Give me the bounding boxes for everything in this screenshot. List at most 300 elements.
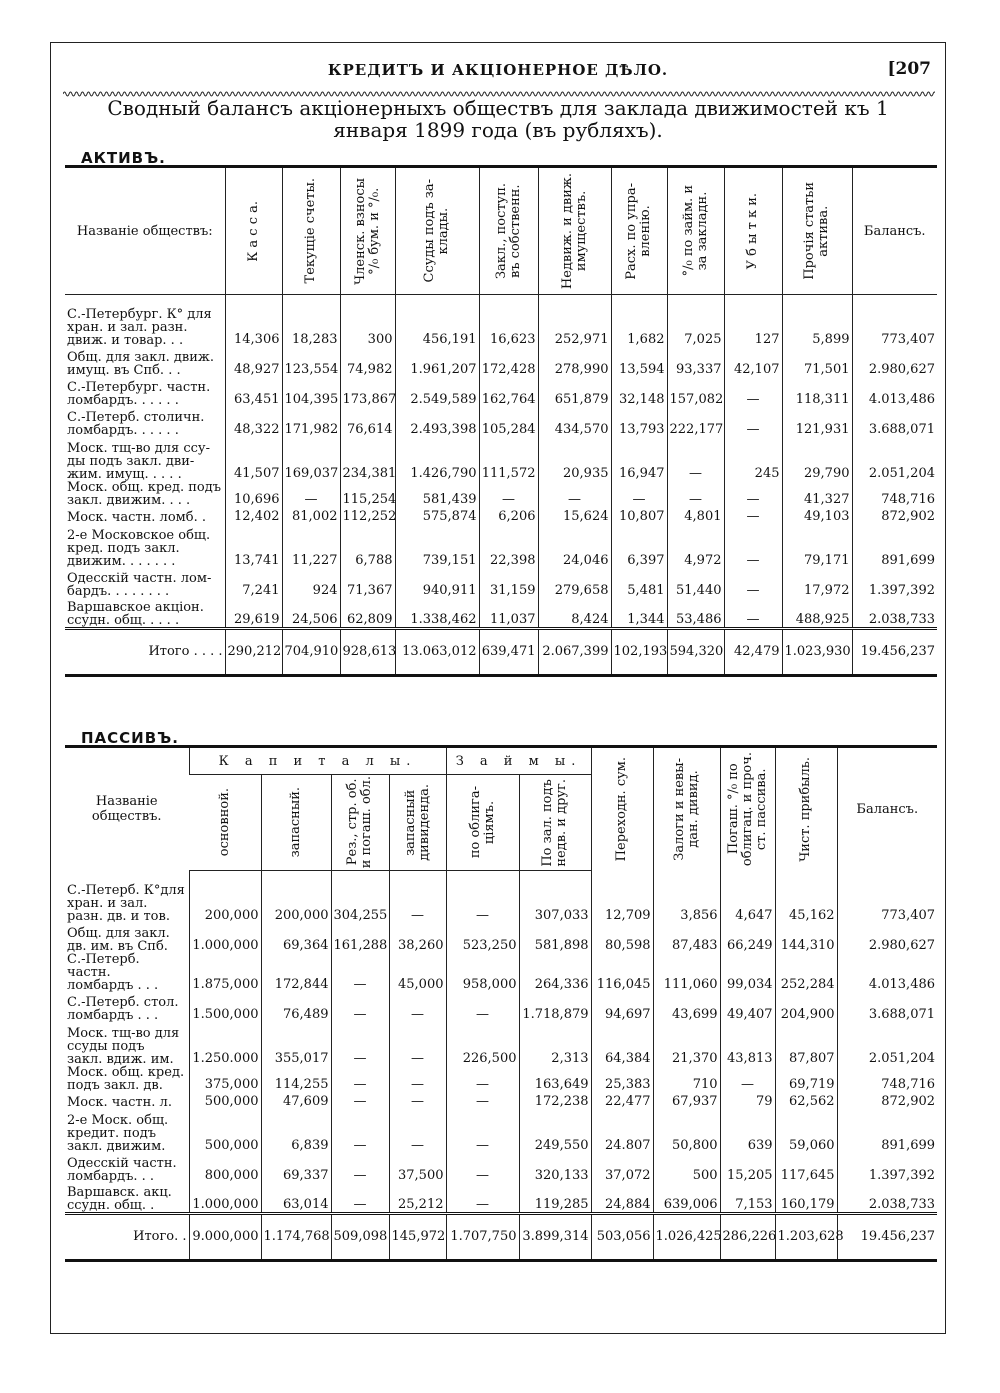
value-cell: 4.013,486 <box>852 377 937 407</box>
value-cell: 2.980,627 <box>837 923 937 953</box>
value-cell: 50,800 <box>653 1109 720 1153</box>
value-cell: — <box>389 1022 446 1066</box>
value-cell: 252,971 <box>538 303 611 347</box>
value-cell: 200,000 <box>261 879 331 923</box>
value-cell: — <box>446 879 519 923</box>
value-cell: — <box>389 1109 446 1153</box>
value-cell: — <box>331 1066 389 1092</box>
value-cell: 872,902 <box>837 1092 937 1109</box>
aktiv-table-row <box>65 377 937 407</box>
aktiv-col-header: Текущіе счеты. <box>282 167 340 295</box>
passiv-table <box>65 745 937 1262</box>
total-value-cell: 639,471 <box>479 628 538 675</box>
value-cell: 456,191 <box>395 303 479 347</box>
value-cell: 104,395 <box>282 377 340 407</box>
society-name: С.-Петерб. столичн. ломбардъ. . . . . . <box>67 410 205 438</box>
value-cell: 20,935 <box>538 437 611 481</box>
value-cell: — <box>724 507 782 524</box>
society-name: Варшавское акціон. ссудн. общ. . . . . <box>67 599 204 628</box>
passiv-table-row <box>65 1183 937 1213</box>
value-cell: 6,206 <box>479 507 538 524</box>
value-cell: 63,014 <box>261 1183 331 1213</box>
value-cell: 13,793 <box>611 407 667 437</box>
total-value-cell: 594,320 <box>667 628 724 675</box>
value-cell: 6,788 <box>340 524 395 568</box>
value-cell: 773,407 <box>852 303 937 347</box>
total-label: Итого. . <box>65 1213 189 1260</box>
value-cell: 6,397 <box>611 524 667 568</box>
aktiv-table-row <box>65 347 937 377</box>
total-value-cell: 1.026,425 <box>653 1213 720 1260</box>
total-value-cell: 1.707,750 <box>446 1213 519 1260</box>
value-cell: 81,002 <box>282 507 340 524</box>
value-cell: 304,255 <box>331 879 389 923</box>
value-cell: 80,598 <box>591 923 653 953</box>
value-cell: 63,451 <box>225 377 282 407</box>
value-cell: — <box>724 407 782 437</box>
value-cell: 1,344 <box>611 598 667 628</box>
value-cell: 279,658 <box>538 568 611 598</box>
value-cell: 24,046 <box>538 524 611 568</box>
total-value-cell: 9.000,000 <box>189 1213 261 1260</box>
value-cell: 710 <box>653 1066 720 1092</box>
value-cell: 581,439 <box>395 481 479 507</box>
value-cell: — <box>724 524 782 568</box>
value-cell: 3.688,071 <box>852 407 937 437</box>
value-cell: — <box>479 481 538 507</box>
value-cell: 172,238 <box>519 1092 591 1109</box>
passiv-col-header: основной. <box>189 775 261 871</box>
value-cell: 121,931 <box>782 407 852 437</box>
value-cell: — <box>667 481 724 507</box>
value-cell: 13,741 <box>225 524 282 568</box>
value-cell: 172,428 <box>479 347 538 377</box>
passiv-col-header: Погаш. °/₀ по облигац. и проч. ст. пассива. <box>720 747 775 871</box>
passiv-col-header: запасный. <box>261 775 331 871</box>
aktiv-header-row <box>65 167 937 295</box>
value-cell: 1.961,207 <box>395 347 479 377</box>
value-cell: 45,000 <box>389 953 446 992</box>
value-cell: 69,337 <box>261 1153 331 1183</box>
value-cell: 2.051,204 <box>837 1022 937 1066</box>
passiv-label: ПАССИВЪ. <box>81 729 179 747</box>
value-cell: 43,813 <box>720 1022 775 1066</box>
value-cell: 2.980,627 <box>852 347 937 377</box>
value-cell: 11,227 <box>282 524 340 568</box>
value-cell: 37,072 <box>591 1153 653 1183</box>
value-cell: 15,624 <box>538 507 611 524</box>
value-cell: 53,486 <box>667 598 724 628</box>
society-name: С.-Петерб. стол. ломбардъ . . . <box>67 995 179 1023</box>
value-cell: 11,037 <box>479 598 538 628</box>
value-cell: 114,255 <box>261 1066 331 1092</box>
society-name: Моск. тщ-во для ссу- ды подъ закл. дви- жим. имущ. . . . . <box>67 441 210 482</box>
page-frame <box>50 42 946 1334</box>
aktiv-col-header: К а с с а. <box>225 167 282 295</box>
value-cell: 62,809 <box>340 598 395 628</box>
value-cell: 24,506 <box>282 598 340 628</box>
value-cell: 99,034 <box>720 953 775 992</box>
value-cell: 500 <box>653 1153 720 1183</box>
value-cell: 226,500 <box>446 1022 519 1066</box>
value-cell: 1.000,000 <box>189 923 261 953</box>
aktiv-total-row <box>65 628 937 675</box>
value-cell: — <box>389 879 446 923</box>
total-value-cell: 19.456,237 <box>852 628 937 675</box>
total-value-cell: 102,193 <box>611 628 667 675</box>
value-cell: — <box>538 481 611 507</box>
value-cell: 49,103 <box>782 507 852 524</box>
value-cell: 173,867 <box>340 377 395 407</box>
value-cell: 144,310 <box>775 923 837 953</box>
total-value-cell: 286,226 <box>720 1213 775 1260</box>
total-value-cell: 704,910 <box>282 628 340 675</box>
capitals-group-header: К а п и т а л ы. <box>189 747 446 775</box>
value-cell: 1.718,879 <box>519 992 591 1022</box>
value-cell: 127 <box>724 303 782 347</box>
value-cell: 355,017 <box>261 1022 331 1066</box>
value-cell: 25,212 <box>389 1183 446 1213</box>
value-cell: 245 <box>724 437 782 481</box>
aktiv-table-row <box>65 481 937 507</box>
value-cell: 115,254 <box>340 481 395 507</box>
value-cell: — <box>720 1066 775 1092</box>
total-value-cell: 928,613 <box>340 628 395 675</box>
value-cell: — <box>724 481 782 507</box>
aktiv-col-header: Закл., поступ. въ собственн. <box>479 167 538 295</box>
value-cell: 69,719 <box>775 1066 837 1092</box>
value-cell: 160,179 <box>775 1183 837 1213</box>
society-name: Общ. для закл. дв. им. въ Спб. <box>67 926 170 954</box>
value-cell: 14,306 <box>225 303 282 347</box>
value-cell: 639,006 <box>653 1183 720 1213</box>
aktiv-col-header: Расх. по упра- вленію. <box>611 167 667 295</box>
value-cell: 500,000 <box>189 1109 261 1153</box>
value-cell: 10,807 <box>611 507 667 524</box>
value-cell: 62,562 <box>775 1092 837 1109</box>
value-cell: 111,572 <box>479 437 538 481</box>
value-cell: 74,982 <box>340 347 395 377</box>
value-cell: 29,790 <box>782 437 852 481</box>
passiv-table-row <box>65 879 937 923</box>
passiv-table-row <box>65 923 937 953</box>
aktiv-table-row <box>65 524 937 568</box>
aktiv-table-row <box>65 507 937 524</box>
aktiv-col-header: Членск. взносы °/₀ бум. и °/₀. <box>340 167 395 295</box>
value-cell: 22,398 <box>479 524 538 568</box>
society-name: Моск. тщ-во для ссуды подъ закл. вдиж. им. <box>67 1026 180 1067</box>
value-cell: — <box>331 992 389 1022</box>
value-cell: — <box>724 377 782 407</box>
value-cell: 172,844 <box>261 953 331 992</box>
society-name: Моск. частн. ломб. . <box>67 510 206 525</box>
passiv-total-row <box>65 1213 937 1260</box>
total-value-cell: 3.899,314 <box>519 1213 591 1260</box>
total-value-cell: 2.067,399 <box>538 628 611 675</box>
value-cell: 8,424 <box>538 598 611 628</box>
value-cell: 32,148 <box>611 377 667 407</box>
society-name: 2-е Моск. общ. кредит. подъ закл. движим. <box>67 1113 169 1154</box>
passiv-col-header: Переходн. сум. <box>591 747 653 871</box>
value-cell: — <box>331 1109 389 1153</box>
total-label: Итого . . . . <box>65 628 225 675</box>
value-cell: 500,000 <box>189 1092 261 1109</box>
value-cell: — <box>331 1092 389 1109</box>
value-cell: 7,153 <box>720 1183 775 1213</box>
passiv-balance-header: Балансъ. <box>837 747 937 871</box>
aktiv-table-row <box>65 568 937 598</box>
passiv-col-header: Чист. прибыль. <box>775 747 837 871</box>
society-name: 2-е Московское общ. кред. подъ закл. движим. . . . . . . <box>67 528 211 569</box>
value-cell: — <box>724 568 782 598</box>
value-cell: — <box>389 1066 446 1092</box>
society-name: С.-Петерб. частн. ломбардъ . . . <box>67 952 159 993</box>
value-cell: — <box>331 1022 389 1066</box>
value-cell: 891,699 <box>837 1109 937 1153</box>
passiv-table-row <box>65 1092 937 1109</box>
total-value-cell: 145,972 <box>389 1213 446 1260</box>
value-cell: 1.397,392 <box>837 1153 937 1183</box>
value-cell: 169,037 <box>282 437 340 481</box>
value-cell: 924 <box>282 568 340 598</box>
value-cell: 488,925 <box>782 598 852 628</box>
value-cell: 16,623 <box>479 303 538 347</box>
total-value-cell: 19.456,237 <box>837 1213 937 1260</box>
value-cell: 1.875,000 <box>189 953 261 992</box>
value-cell: 234,381 <box>340 437 395 481</box>
passiv-table-row <box>65 1022 937 1066</box>
passiv-table-row <box>65 1109 937 1153</box>
total-value-cell: 509,098 <box>331 1213 389 1260</box>
passiv-table-row <box>65 992 937 1022</box>
value-cell: 581,898 <box>519 923 591 953</box>
value-cell: 891,699 <box>852 524 937 568</box>
value-cell: — <box>446 1153 519 1183</box>
value-cell: 1.500,000 <box>189 992 261 1022</box>
value-cell: 278,990 <box>538 347 611 377</box>
value-cell: 79,171 <box>782 524 852 568</box>
running-title: КРЕДИТЪ И АКЦІОНЕРНОЕ ДѢЛО. <box>327 61 669 79</box>
aktiv-spacer-row <box>65 295 937 304</box>
society-name: Моск. общ. кред. подъ закл. дв. <box>67 1065 185 1093</box>
passiv-col-header: по облига- ціямъ. <box>446 775 519 871</box>
society-name: Моск. частн. л. <box>67 1095 172 1110</box>
value-cell: 651,879 <box>538 377 611 407</box>
value-cell: 87,483 <box>653 923 720 953</box>
value-cell: 17,972 <box>782 568 852 598</box>
aktiv-table-row <box>65 598 937 628</box>
value-cell: 18,283 <box>282 303 340 347</box>
value-cell: 48,927 <box>225 347 282 377</box>
value-cell: 204,900 <box>775 992 837 1022</box>
value-cell: 1.338,462 <box>395 598 479 628</box>
value-cell: 575,874 <box>395 507 479 524</box>
aktiv-table-row <box>65 407 937 437</box>
value-cell: 51,440 <box>667 568 724 598</box>
value-cell: 47,609 <box>261 1092 331 1109</box>
value-cell: 2.038,733 <box>837 1183 937 1213</box>
value-cell: 1.250.000 <box>189 1022 261 1066</box>
value-cell: 171,982 <box>282 407 340 437</box>
value-cell: 94,697 <box>591 992 653 1022</box>
aktiv-col-header: У б ы т к и. <box>724 167 782 295</box>
value-cell: 66,249 <box>720 923 775 953</box>
value-cell: 42,107 <box>724 347 782 377</box>
value-cell: 434,570 <box>538 407 611 437</box>
aktiv-balance-header: Балансъ. <box>852 167 937 295</box>
value-cell: 59,060 <box>775 1109 837 1153</box>
society-name: С.-Петербург. К° для хран. и зал. разн. движ. и товар. . . <box>67 307 212 348</box>
passiv-spacer-row <box>65 871 937 880</box>
value-cell: 3,856 <box>653 879 720 923</box>
value-cell: 41,327 <box>782 481 852 507</box>
value-cell: 43,699 <box>653 992 720 1022</box>
value-cell: 71,501 <box>782 347 852 377</box>
value-cell: 375,000 <box>189 1066 261 1092</box>
society-name: Моск. общ. кред. подъ закл. движим. . . . <box>67 480 221 508</box>
value-cell: 872,902 <box>852 507 937 524</box>
value-cell: 117,645 <box>775 1153 837 1183</box>
value-cell: 161,288 <box>331 923 389 953</box>
aktiv-name-header: Названіе обществъ: <box>65 167 225 295</box>
total-value-cell: 1.023,930 <box>782 628 852 675</box>
value-cell: 748,716 <box>837 1066 937 1092</box>
value-cell: 4,647 <box>720 879 775 923</box>
value-cell: — <box>446 1109 519 1153</box>
value-cell: 15,205 <box>720 1153 775 1183</box>
value-cell: 79 <box>720 1092 775 1109</box>
value-cell: 45,162 <box>775 879 837 923</box>
value-cell: 29,619 <box>225 598 282 628</box>
value-cell: — <box>667 437 724 481</box>
value-cell: 31,159 <box>479 568 538 598</box>
value-cell: — <box>724 598 782 628</box>
value-cell: — <box>331 1183 389 1213</box>
value-cell: 71,367 <box>340 568 395 598</box>
value-cell: 4,801 <box>667 507 724 524</box>
value-cell: 4.013,486 <box>837 953 937 992</box>
value-cell: 307,033 <box>519 879 591 923</box>
value-cell: 38,260 <box>389 923 446 953</box>
value-cell: 25,383 <box>591 1066 653 1092</box>
value-cell: 116,045 <box>591 953 653 992</box>
society-name: С.-Петербург. частн. ломбардъ. . . . . . <box>67 380 211 408</box>
value-cell: 24,884 <box>591 1183 653 1213</box>
value-cell: 773,407 <box>837 879 937 923</box>
value-cell: — <box>611 481 667 507</box>
value-cell: — <box>389 1092 446 1109</box>
value-cell: 162,764 <box>479 377 538 407</box>
value-cell: 112,252 <box>340 507 395 524</box>
value-cell: 7,241 <box>225 568 282 598</box>
society-name: Варшавск. акц. ссудн. общ. . <box>67 1184 172 1213</box>
passiv-table-row <box>65 1153 937 1183</box>
aktiv-label: АКТИВЪ. <box>81 149 166 167</box>
value-cell: 748,716 <box>852 481 937 507</box>
value-cell: — <box>446 1183 519 1213</box>
value-cell: 1.000,000 <box>189 1183 261 1213</box>
value-cell: 69,364 <box>261 923 331 953</box>
value-cell: 76,489 <box>261 992 331 1022</box>
value-cell: 958,000 <box>446 953 519 992</box>
value-cell: 105,284 <box>479 407 538 437</box>
total-value-cell: 1.174,768 <box>261 1213 331 1260</box>
value-cell: 111,060 <box>653 953 720 992</box>
value-cell: 7,025 <box>667 303 724 347</box>
value-cell: 13,594 <box>611 347 667 377</box>
value-cell: 523,250 <box>446 923 519 953</box>
value-cell: — <box>331 953 389 992</box>
passiv-col-header: Рез., стр. об. и погаш. обл. <box>331 775 389 871</box>
value-cell: 76,614 <box>340 407 395 437</box>
running-header <box>51 61 945 85</box>
value-cell: 1.397,392 <box>852 568 937 598</box>
value-cell: 940,911 <box>395 568 479 598</box>
passiv-group-row <box>65 747 937 775</box>
value-cell: 800,000 <box>189 1153 261 1183</box>
table-title: Сводный балансъ акціонерныхъ обществъ для заклада движимостей къ 1 января 1899 года (въ рубляхъ). <box>107 96 889 142</box>
value-cell: 5,481 <box>611 568 667 598</box>
value-cell: — <box>446 992 519 1022</box>
value-cell: 163,649 <box>519 1066 591 1092</box>
total-value-cell: 1.203,628 <box>775 1213 837 1260</box>
passiv-table-row <box>65 953 937 992</box>
value-cell: 2.549,589 <box>395 377 479 407</box>
passiv-name-header: Названіе обществъ. <box>65 747 189 871</box>
society-name: Общ. для закл. движ. имущ. въ Спб. . . <box>67 350 214 378</box>
value-cell: — <box>446 1092 519 1109</box>
value-cell: 87,807 <box>775 1022 837 1066</box>
value-cell: 118,311 <box>782 377 852 407</box>
value-cell: 12,709 <box>591 879 653 923</box>
passiv-col-header: Залоги и невы- дан. дивид. <box>653 747 720 871</box>
value-cell: 2.493,398 <box>395 407 479 437</box>
value-cell: 64,384 <box>591 1022 653 1066</box>
value-cell: 3.688,071 <box>837 992 937 1022</box>
aktiv-table-row <box>65 303 937 347</box>
value-cell: — <box>389 992 446 1022</box>
value-cell: — <box>282 481 340 507</box>
value-cell: 4,972 <box>667 524 724 568</box>
aktiv-table-row <box>65 437 937 481</box>
value-cell: 320,133 <box>519 1153 591 1183</box>
value-cell: 21,370 <box>653 1022 720 1066</box>
value-cell: 6,839 <box>261 1109 331 1153</box>
aktiv-col-header: Недвиж. и движ. имуществъ. <box>538 167 611 295</box>
value-cell: 41,507 <box>225 437 282 481</box>
value-cell: 2.051,204 <box>852 437 937 481</box>
society-name: С.-Петерб. К°для хран. и зал. разн. дв. и тов. <box>67 883 185 924</box>
passiv-col-header: запасный дивиденда. <box>389 775 446 871</box>
value-cell: 123,554 <box>282 347 340 377</box>
society-name: Одесскій частн. лом- бардъ. . . . . . . . <box>67 571 212 599</box>
value-cell: 10,696 <box>225 481 282 507</box>
passiv-col-header: По зал. подъ недв. и друг. <box>519 775 591 871</box>
loans-group-header: З а й м ы. <box>446 747 591 775</box>
total-value-cell: 503,056 <box>591 1213 653 1260</box>
value-cell: 157,082 <box>667 377 724 407</box>
passiv-table-row <box>65 1066 937 1092</box>
value-cell: 264,336 <box>519 953 591 992</box>
total-value-cell: 42,479 <box>724 628 782 675</box>
aktiv-table <box>65 165 937 677</box>
society-name: Одесскій частн. ломбардъ. . . <box>67 1156 177 1184</box>
aktiv-col-header: Прочія статьи актива. <box>782 167 852 295</box>
value-cell: 49,407 <box>720 992 775 1022</box>
value-cell: 5,899 <box>782 303 852 347</box>
value-cell: 22,477 <box>591 1092 653 1109</box>
value-cell: 1,682 <box>611 303 667 347</box>
